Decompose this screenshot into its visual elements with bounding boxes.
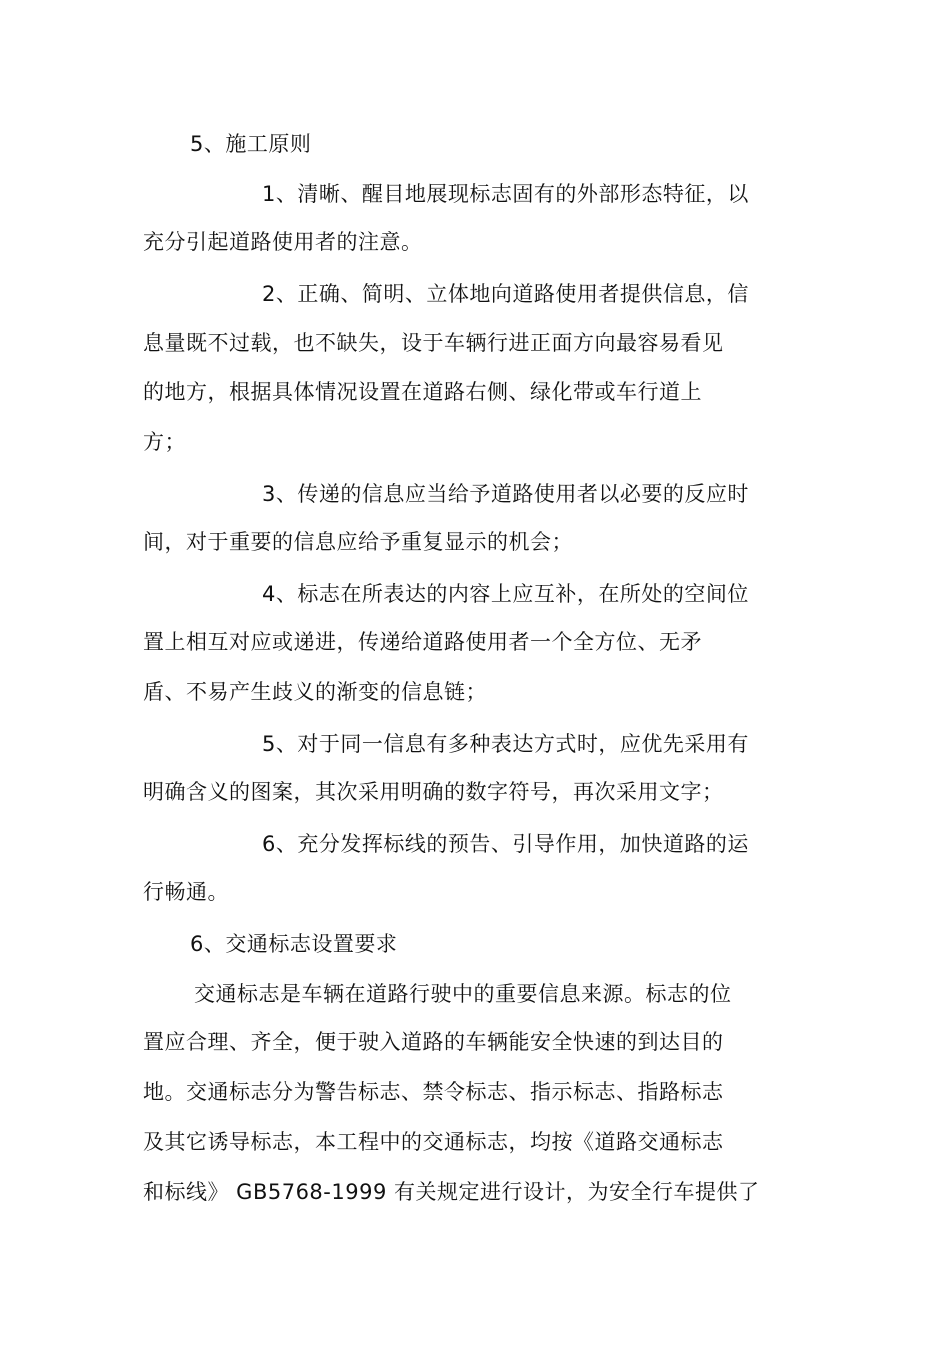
paragraph-line: 地。交通标志分为警告标志、禁令标志、指示标志、指路标志: [143, 1080, 724, 1104]
paragraph-line: 1、清晰、醒目地展现标志固有的外部形态特征，以: [262, 182, 749, 206]
paragraph-line: 的地方，根据具体情况设置在道路右侧、绿化带或车行道上: [143, 380, 702, 404]
paragraph-line: 和标线》 GB5768-1999 有关规定进行设计，为安全行车提供了: [143, 1180, 760, 1204]
paragraph-line: 间，对于重要的信息应给予重复显示的机会；: [143, 530, 573, 554]
paragraph-line: 5、对于同一信息有多种表达方式时，应优先采用有: [262, 732, 749, 756]
paragraph-line: 3、传递的信息应当给予道路使用者以必要的反应时: [262, 482, 749, 506]
paragraph-line: 及其它诱导标志，本工程中的交通标志，均按《道路交通标志: [143, 1130, 724, 1154]
paragraph-line: 4、标志在所表达的内容上应互补，在所处的空间位: [262, 582, 749, 606]
paragraph-line: 交通标志是车辆在道路行驶中的重要信息来源。标志的位: [194, 982, 732, 1006]
paragraph-line: 6、充分发挥标线的预告、引导作用，加快道路的运: [262, 832, 749, 856]
paragraph-line: 明确含义的图案，其次采用明确的数字符号，再次采用文字；: [143, 780, 724, 804]
section-heading: 5、施工原则: [190, 132, 312, 156]
paragraph-line: 盾、不易产生歧义的渐变的信息链；: [143, 680, 487, 704]
paragraph-line: 2、正确、简明、立体地向道路使用者提供信息，信: [262, 282, 749, 306]
paragraph-line: 置上相互对应或递进，传递给道路使用者一个全方位、无矛: [143, 630, 702, 654]
paragraph-line: 息量既不过载，也不缺失，设于车辆行进正面方向最容易看见: [143, 331, 724, 355]
paragraph-line: 行畅通。: [143, 880, 229, 904]
paragraph-line: 方；: [143, 430, 186, 454]
section-heading: 6、交通标志设置要求: [190, 932, 398, 956]
paragraph-line: 充分引起道路使用者的注意。: [143, 230, 423, 254]
paragraph-line: 置应合理、齐全，便于驶入道路的车辆能安全快速的到达目的: [143, 1030, 724, 1054]
